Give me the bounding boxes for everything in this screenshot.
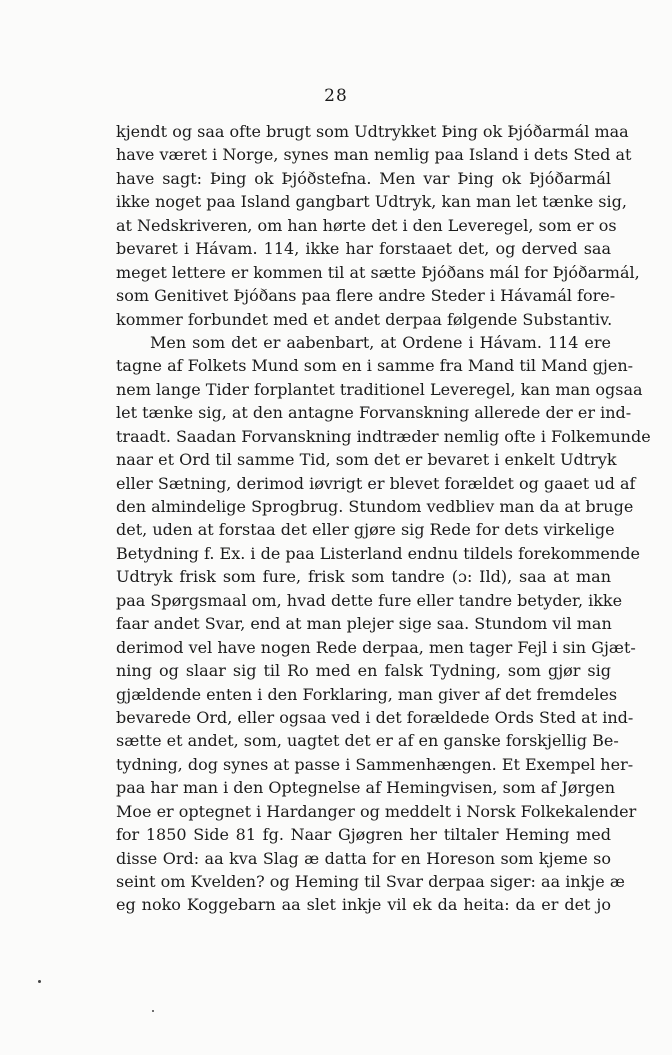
text-line: ikke noget paa Island gangbart Udtryk, kan man let tænke sig, bbox=[116, 192, 627, 212]
scan-speck bbox=[152, 1010, 154, 1012]
text-line: sætte et andet, som, uagtet det er af en ganske forskjellig Be- bbox=[116, 731, 619, 751]
paragraph bbox=[116, 120, 640, 331]
text-line: derimod vel have nogen Rede derpaa, men tager Fejl i sin Gjæt- bbox=[116, 637, 636, 657]
text-line: tydning, dog synes at passe i Sammenhængen. Et Exempel her- bbox=[116, 754, 634, 774]
text-line: have været i Norge, synes man nemlig paa Island i dets Sted at bbox=[116, 145, 632, 165]
text-line: eller Sætning, derimod iøvrigt er blevet forældet og gaaet ud af bbox=[116, 473, 636, 493]
text-line: eg noko Koggebarn aa slet inkje vil ek da heita: da er det jo bbox=[116, 895, 611, 915]
text-line: traadt. Saadan Forvanskning indtræder nemlig ofte i Folkemunde bbox=[116, 426, 651, 446]
text-line: seint om Kvelden? og Heming til Svar derpaa siger: aa inkje æ bbox=[116, 872, 625, 891]
text-line: faar andet Svar, end at man plejer sige saa. Stundom vil man bbox=[116, 614, 612, 634]
text-line: nem lange Tider forplantet traditionel Leveregel, kan man ogsaa bbox=[116, 379, 643, 399]
text-line: det, uden at forstaa det eller gjøre sig Rede for dets virkelige bbox=[116, 520, 615, 540]
text-line: bevaret i Hávam. 114, ikke har forstaaet det, og derved saa bbox=[116, 239, 611, 259]
text-line: Moe er optegnet i Hardanger og meddelt i Norsk Folkekalender bbox=[116, 801, 637, 821]
text-line: at Nedskriveren, om han hørte det i den Leveregel, som er os bbox=[116, 215, 617, 235]
text-line: Men som det er aabenbart, at Ordene i Hávam. 114 ere bbox=[150, 332, 611, 352]
text-line: bevarede Ord, eller ogsaa ved i det forældede Ords Sted at ind- bbox=[116, 707, 634, 727]
text-line: paa har man i den Optegnelse af Hemingvisen, som af Jørgen bbox=[116, 778, 616, 798]
text-line: kommer forbundet med et andet derpaa følgende Substantiv. bbox=[116, 309, 613, 329]
text-line: tagne af Folkets Mund som en i samme fra Mand til Mand gjen- bbox=[116, 356, 634, 376]
text-line: kjendt og saa ofte brugt som Udtrykket Þing ok Þjóðarmál maa bbox=[116, 122, 629, 141]
text-line: paa Spørgsmaal om, hvad dette fure eller tandre betyder, ikke bbox=[116, 590, 623, 610]
paragraph bbox=[116, 331, 651, 917]
text-line: naar et Ord til samme Tid, som det er bevaret i enkelt Udtryk bbox=[116, 450, 617, 470]
text-line: disse Ord: aa kva Slag æ datta for en Horeson som kjeme so bbox=[116, 848, 611, 868]
text-line: ning og slaar sig til Ro med en falsk Tydning, som gjør sig bbox=[116, 661, 611, 681]
page-number: 28 bbox=[324, 86, 348, 106]
text-line: for 1850 Side 81 fg. Naar Gjøgren her tiltaler Heming med bbox=[116, 825, 611, 845]
text-line: Udtryk frisk som fure, frisk som tandre (ɔ: Ild), saa at man bbox=[116, 567, 611, 587]
text-line: Betydning f. Ex. i de paa Listerland endnu tildels forekommende bbox=[116, 543, 640, 563]
text-line: meget lettere er kommen til at sætte Þjóðans mál for Þjóðarmál, bbox=[116, 262, 640, 282]
text-line: let tænke sig, at den antagne Forvanskning allerede der er ind- bbox=[116, 403, 632, 423]
scan-speck bbox=[38, 980, 41, 983]
text-line: som Genitivet Þjóðans paa flere andre Steder i Hávamál fore- bbox=[116, 286, 616, 306]
text-line: have sagt: Þing ok Þjóðstefna. Men var Þing ok Þjóðarmál bbox=[116, 168, 611, 188]
body-text bbox=[116, 120, 651, 917]
text-line: gjældende enten i den Forklaring, man giver af det fremdeles bbox=[116, 684, 618, 704]
text-line: den almindelige Sprogbrug. Stundom vedbliev man da at bruge bbox=[116, 497, 634, 516]
